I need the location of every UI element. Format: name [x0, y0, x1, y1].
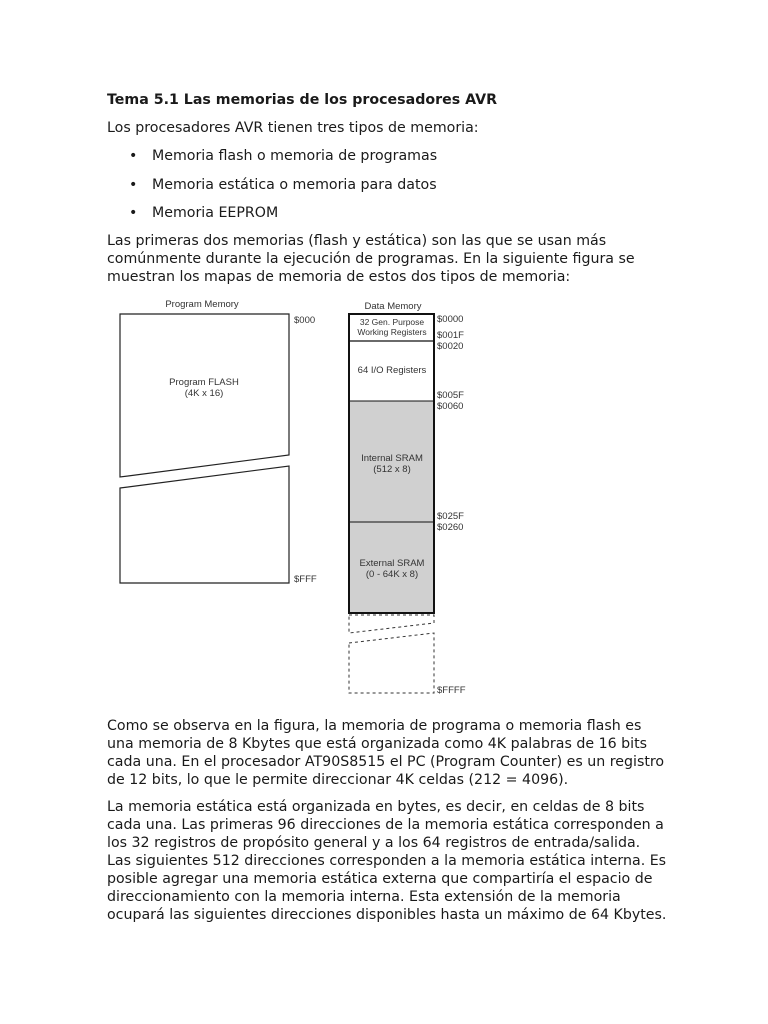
addr-0060: $0060 [437, 401, 464, 412]
extension-top-dashed [349, 615, 434, 633]
sram-fill [349, 401, 434, 613]
bullet-icon: • [129, 148, 138, 164]
program-flash-size: (4K x 16) [184, 388, 224, 399]
internal-sram-label: Internal SRAM [361, 453, 423, 464]
addr-0020: $0020 [437, 341, 464, 352]
memory-map-diagram [108, 293, 478, 703]
io-registers-label: 64 I/O Registers [357, 365, 427, 376]
internal-sram-size: (512 x 8) [373, 464, 411, 475]
program-addr-start: $000 [294, 315, 316, 326]
external-sram-label: External SRAM [359, 558, 425, 569]
memory-type-list [107, 147, 667, 233]
addr-025F: $025F [437, 511, 464, 522]
list-item-text: Memoria estática o memoria para datos [152, 176, 437, 193]
addr-0000: $0000 [437, 314, 464, 325]
addr-005F: $005F [437, 390, 464, 401]
paragraph-memory-maps: Las primeras dos memorias (flash y estática) son las que se usan más comúnmente durante la ejecución de programas. En la siguiente figura se muestran los mapas de memoria de estos dos tipos de memoria: [107, 233, 635, 285]
external-sram-size: (0 - 64K x 8) [365, 569, 419, 580]
extension-bottom-dashed [349, 633, 434, 693]
paragraph-static-memory: La memoria estática está organizada en bytes, es decir, en celdas de 8 bits cada una. Las primeras 96 direcciones de la memoria estática corresponden a los 32 registros de propósito general y a los 64 registros de entrada/salida. Las siguientes 512 direcciones corresponden a la memoria estática interna. Es posible agregar una memoria estática externa que compartiría el espacio de direccionamiento con la memoria interna. Esta extensión de la memoria ocupará las siguientes direcciones disponibles hasta un máximo de 64 Kbytes. [107, 799, 667, 923]
program-memory-heading: Program Memory [165, 299, 239, 310]
registers-label-line1: 32 Gen. Purpose [359, 317, 425, 327]
list-item [107, 176, 667, 205]
program-flash-label: Program FLASH [169, 377, 239, 388]
addr-001F: $001F [437, 330, 464, 341]
section-title: Tema 5.1 Las memorias de los procesadores AVR [107, 92, 498, 108]
program-addr-end: $FFF [294, 574, 317, 585]
bullet-icon: • [129, 205, 138, 221]
addr-0260: $0260 [437, 522, 464, 533]
list-item [107, 204, 667, 233]
intro-paragraph: Los procesadores AVR tienen tres tipos de memoria: [107, 120, 479, 136]
program-flash-bottom-block [120, 466, 289, 583]
list-item-text: Memoria flash o memoria de programas [152, 148, 438, 164]
memory-map-figure [108, 293, 478, 703]
paragraph-flash-memory: Como se observa en la figura, la memoria de programa o memoria flash es una memoria de 8 Kbytes que está organizada como 4K palabras de 16 bits cada una. En el procesador AT90S8515 el PC (Program Counter) es un registro de 12 bits, lo que le permite direccionar 4K celdas (212 = 4096). [107, 718, 665, 788]
bullet-icon: • [129, 176, 138, 193]
registers-label-line2: Working Registers [357, 327, 427, 337]
list-item-text: Memoria EEPROM [152, 205, 279, 221]
addr-FFFF: $FFFF [437, 685, 466, 696]
list-item [107, 147, 667, 176]
data-memory-heading: Data Memory [364, 301, 422, 312]
